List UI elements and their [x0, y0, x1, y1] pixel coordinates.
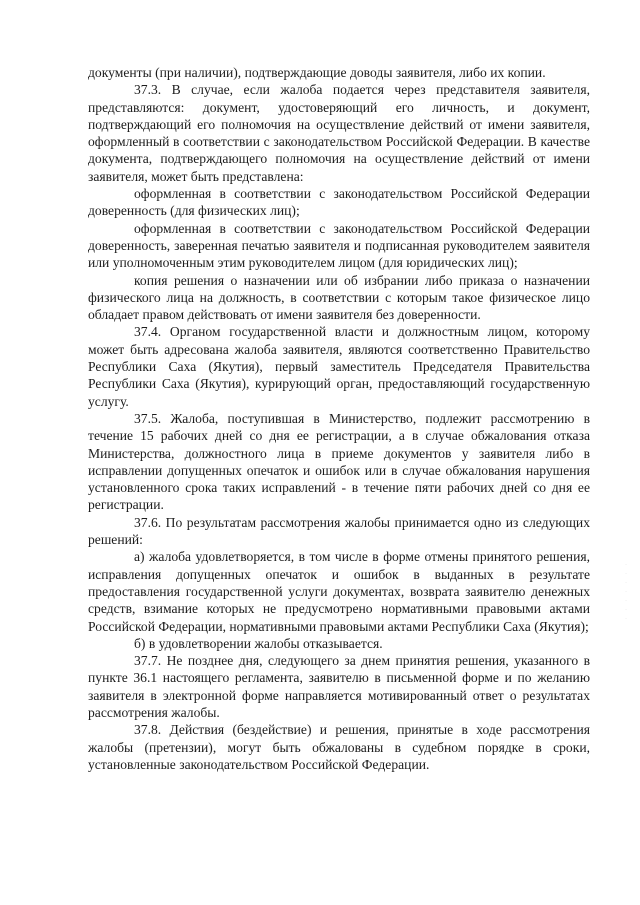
paragraph-decision-a: а) жалоба удовлетворяется, в том числе в форме отмены принятого решения, исправления допущенных опечаток и ошибок в выданных в результате предоставления государственной услуги документах, возврата заявителю денежных средств, взимание которых не предусмотрено нормативными правовыми актами Российской Федерации, нормативными правовыми актами Республики Саха (Якутия); [88, 549, 590, 634]
paragraph-37-5: 37.5. Жалоба, поступившая в Министерство, подлежит рассмотрению в течение 15 рабочих дней со дня ее регистрации, а в случае обжалования отказа Министерства, должностного лица в приеме документов у заявителя либо в исправлении допущенных опечаток и ошибок или в случае обжалования нарушения установленного срока таких исправлений - в течение пяти рабочих дней со дня ее регистрации. [88, 410, 590, 513]
paragraph-37-4: 37.4. Органом государственной власти и должностным лицом, которому может быть адресована жалоба заявителя, являются соответственно Правительство Республики Саха (Якутия), первый заместитель Председателя Правительства Республики Саха (Якутия), курирующий орган, предоставляющий государственную услугу. [88, 324, 590, 409]
paragraph-poa-individuals: оформленная в соответствии с законодательством Российской Федерации доверенность (для физических лиц); [88, 186, 590, 219]
paragraph-37-7: 37.7. Не позднее дня, следующего за днем принятия решения, указанного в пункте 36.1 настоящего регламента, заявителю в письменной форме и по желанию заявителя в электронной форме направляется мотивированный ответ о результатах рассмотрения жалобы. [88, 653, 590, 720]
paragraph-37-3: 37.3. В случае, если жалоба подается через представителя заявителя, представляются: документ, удостоверяющий его личность, и документ, подтверждающий его полномочия на осуществление действий от имени заявителя, оформленный в соответствии с законодательством Российской Федерации. В качестве документа, подтверждающего полномочия на осуществление действий от имени заявителя, может быть представлена: [88, 82, 590, 184]
paragraph-37-8: 37.8. Действия (бездействие) и решения, принятые в ходе рассмотрения жалобы (претензии), могут быть обжалованы в судебном порядке в сроки, установленные законодательством Российской Федерации. [88, 722, 590, 772]
document-body [88, 64, 590, 773]
paragraph-continuation: документы (при наличии), подтверждающие доводы заявителя, либо их копии. [88, 65, 546, 80]
paragraph-decision-b: б) в удовлетворении жалобы отказывается. [134, 635, 383, 651]
scan-edge-marks: · · · · · · · [625, 562, 627, 621]
paragraph-37-6: 37.6. По результатам рассмотрения жалобы принимается одно из следующих решений: [88, 514, 590, 548]
paragraph-poa-legal-entities: оформленная в соответствии с законодательством Российской Федерации доверенность, заверенная печатью заявителя и подписанная руководителем заявителя или уполномоченным этим руководителем лицом (для юридических лиц); [88, 220, 590, 271]
paragraph-appointment-copy: копия решения о назначении или об избрании либо приказа о назначении физического лица на должность, в соответствии с которым такое физическое лицо обладает правом действовать от имени заявителя без доверенности. [88, 272, 590, 323]
